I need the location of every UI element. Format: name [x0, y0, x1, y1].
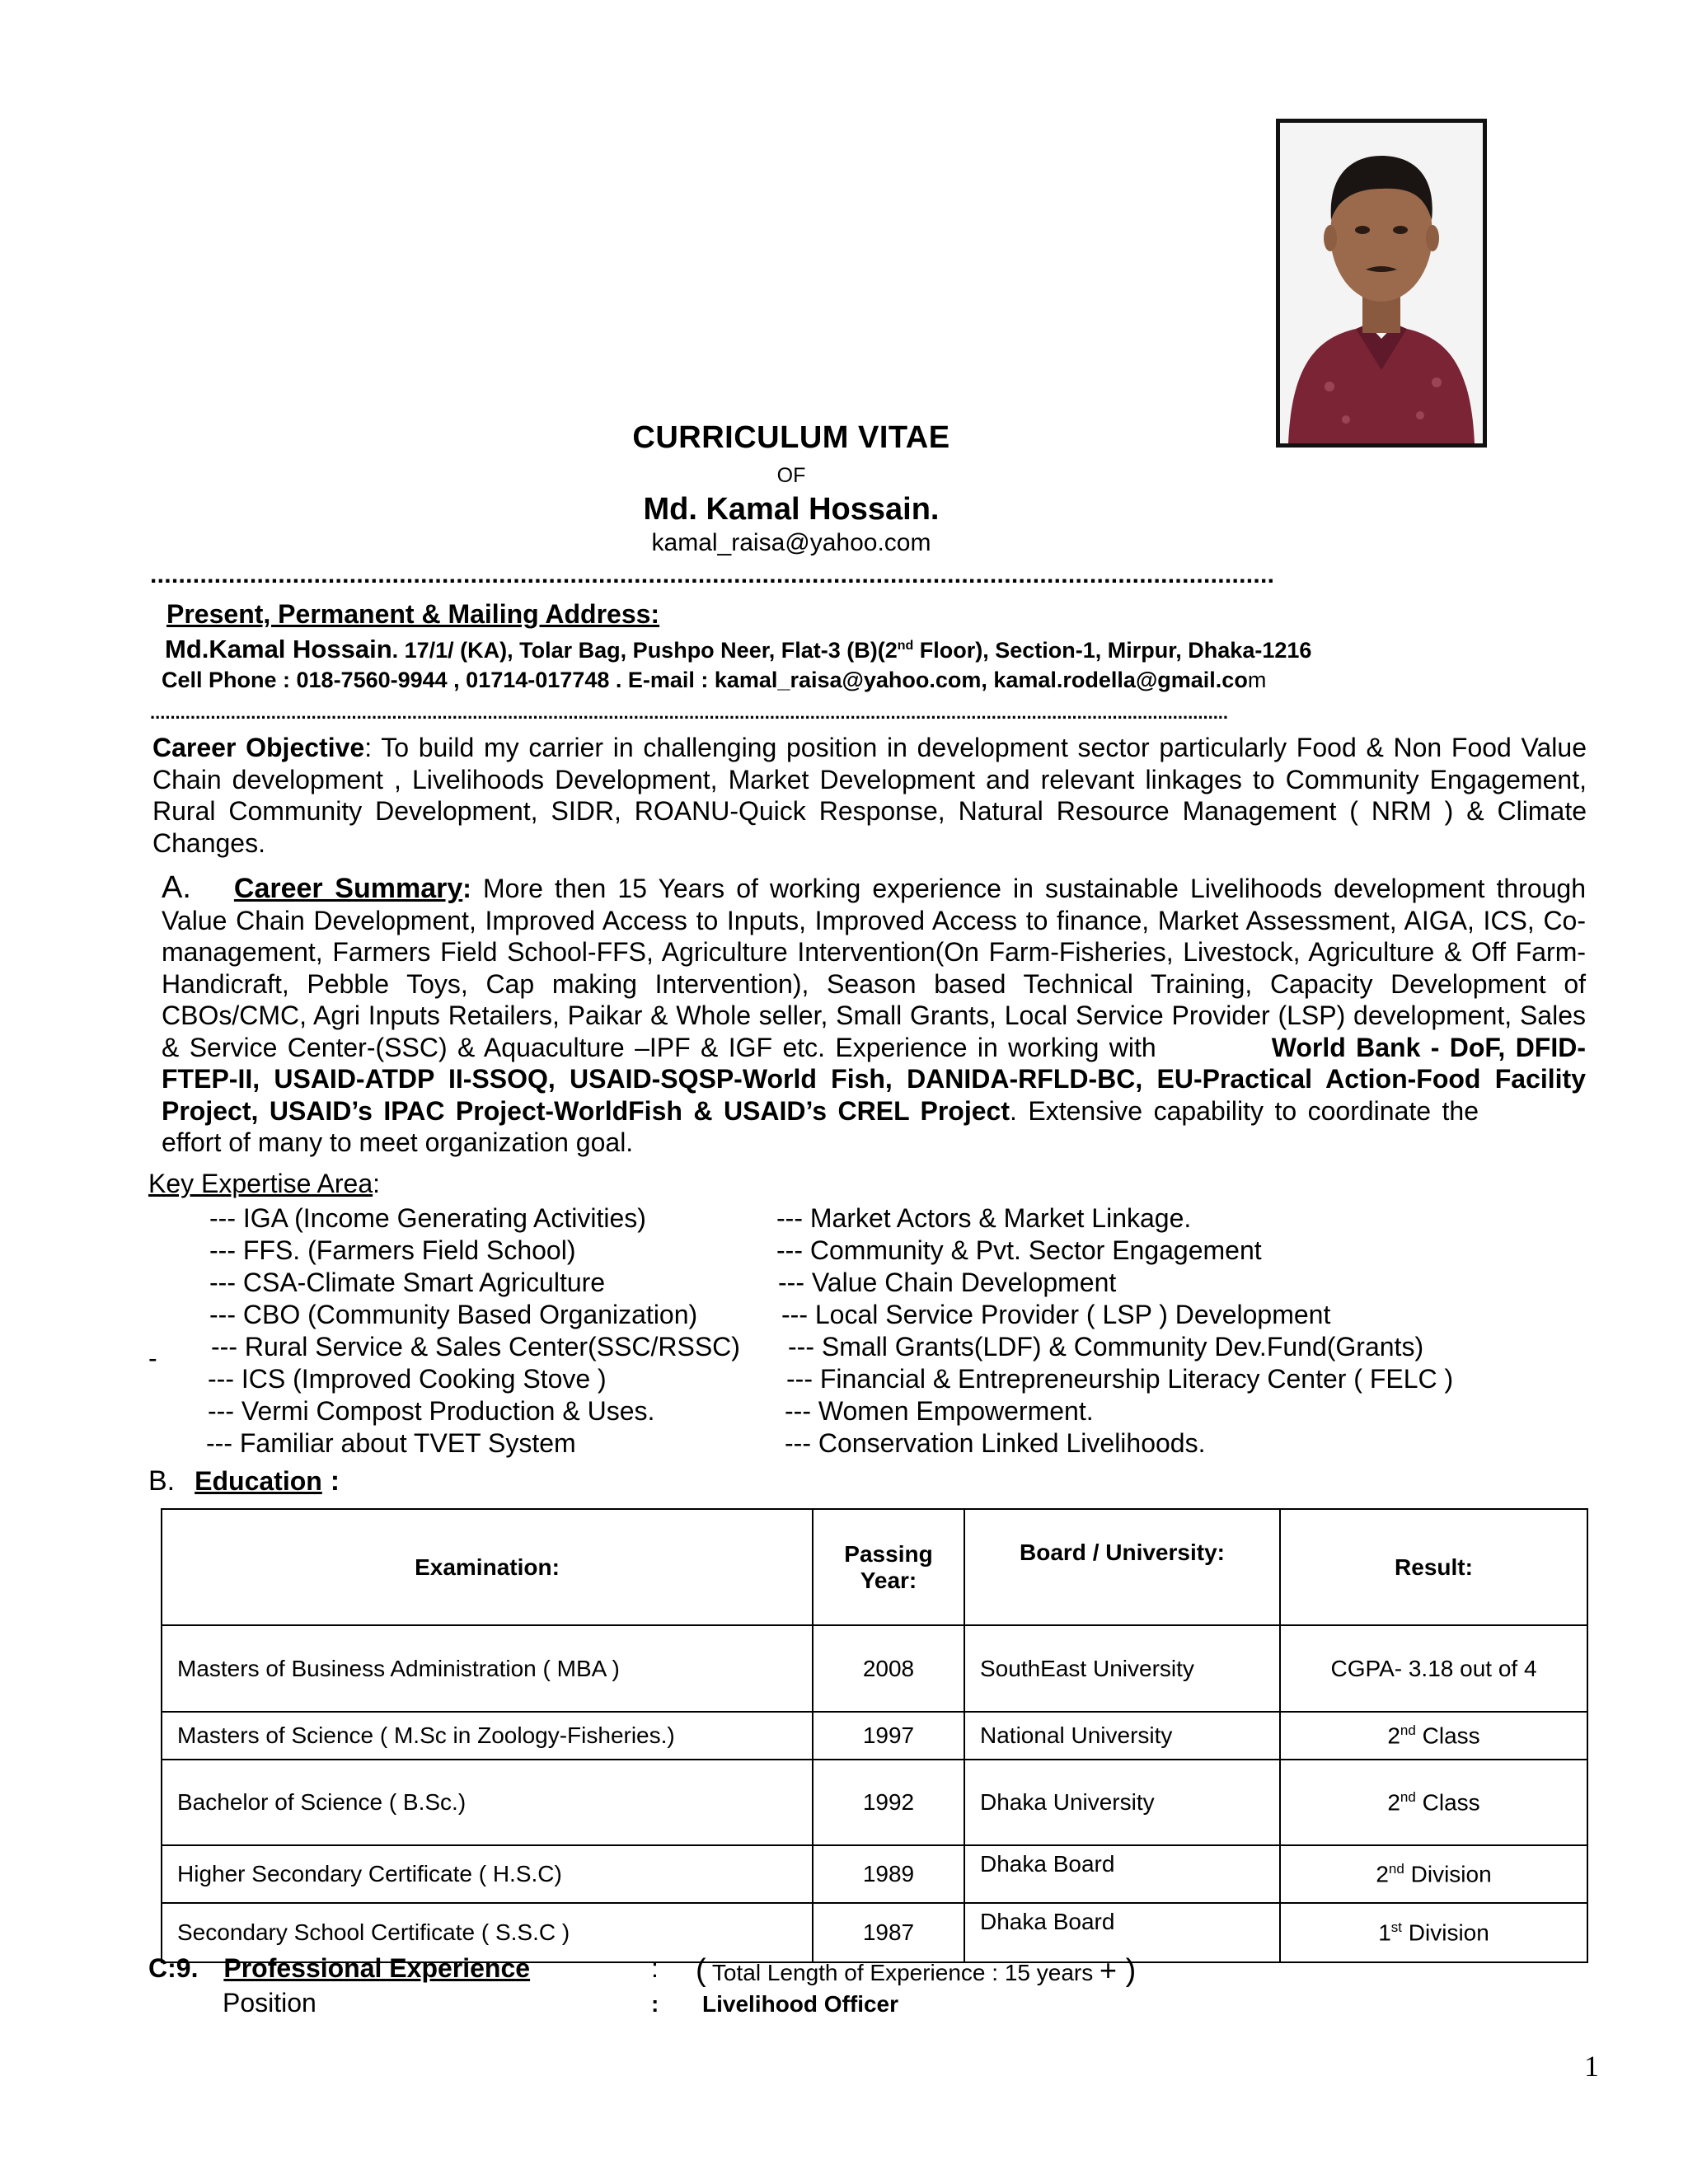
address-text: . 17/1/ (KA), Tolar Bag, Pushpo Neer, Flat-3 (B)(2	[392, 638, 898, 663]
cell-result	[1280, 1760, 1587, 1845]
cell-year: 1992	[813, 1760, 964, 1845]
expertise-right-item: --- Small Grants(LDF) & Community Dev.Fund(Grants)	[788, 1332, 1424, 1361]
cell-board: National University	[964, 1712, 1280, 1760]
cell-year: 1997	[813, 1712, 964, 1760]
dotted-divider: ..............................................................................................................................................................	[150, 567, 1275, 583]
result-value: 2	[1376, 1861, 1389, 1887]
cell-exam: Masters of Science ( M.Sc in Zoology-Fisheries.)	[162, 1712, 813, 1760]
cell-board: Dhaka University	[964, 1760, 1280, 1845]
address-heading: Present, Permanent & Mailing Address:	[166, 599, 660, 629]
position-label: Position	[223, 1988, 316, 2018]
career-summary-projects: World Bank - DoF, DFID-FTEP-II, USAID-ATDP II-SSOQ, USAID-SQSP-World Fish, DANIDA-RFLD-BC, EU-Practical Action-Food Facility Project, USAID’s IPAC Project-WorldFish & USAID’s CREL Project	[162, 1032, 1587, 1126]
cell-result	[1280, 1903, 1587, 1962]
position-colon: :	[651, 1991, 659, 2017]
table-row	[162, 1845, 1587, 1903]
cell-year: 1989	[813, 1845, 964, 1903]
table-row	[162, 1625, 1587, 1712]
cell-exam: Masters of Business Administration ( MBA )	[162, 1625, 813, 1712]
career-summary-label: Career Summary	[233, 873, 463, 904]
key-expertise-colon: :	[373, 1169, 381, 1198]
table-row	[162, 1712, 1587, 1760]
cell-board: Dhaka Board	[964, 1903, 1280, 1962]
expertise-left-item: --- Vermi Compost Production & Uses.	[208, 1396, 655, 1426]
address-line-1	[165, 635, 1311, 664]
col-result: Result:	[1280, 1509, 1587, 1625]
education-label: Education	[195, 1466, 322, 1496]
cell-year: 2008	[813, 1625, 964, 1712]
experience-plus: +	[1100, 1953, 1118, 1987]
key-expertise-heading	[148, 1169, 380, 1199]
career-summary-tail: . Extensive capability to coordinate the	[1010, 1095, 1479, 1126]
career-summary-tail-2: effort of many to meet organization goal.	[162, 1127, 634, 1157]
position-value: Livelihood Officer	[702, 1991, 899, 2017]
expertise-left-item: --- CSA-Climate Smart Agriculture	[209, 1268, 606, 1297]
dotted-divider-2: ......................................................................................................................................................................................................................	[150, 705, 1229, 721]
career-summary-text: More then 15 Years of working experience in sustainable Livelihoods development through Value Chain Development, Improved Access to Inputs, Improved Access to finance, Market Assessment, AIGA, ICS, Co-management, Farmers Field School-FFS, Agriculture Intervention(On Farm-Fisheries, Livestock, Agriculture & Off Farm-Handicraft, Pebble Toys, Cap making Intervention), Season based Technical Training, Capacity Development of CBOs/CMC, Agri Inputs Retailers, Paikar & Whole seller, Small Grants, Local Service Provider (LSP) development, Sales & Service Center-(SSC) & Aquaculture –IPF & IGF etc. Experience in working with	[162, 874, 1587, 1062]
cell-exam: Secondary School Certificate ( S.S.C )	[162, 1903, 813, 1962]
expertise-left-item: --- IGA (Income Generating Activities)	[209, 1203, 646, 1233]
result-sup: st	[1390, 1919, 1402, 1935]
cell-board: SouthEast University	[964, 1625, 1280, 1712]
expertise-right-item: --- Local Service Provider ( LSP ) Development	[781, 1300, 1331, 1329]
cell-exam: Bachelor of Science ( B.Sc.)	[162, 1760, 813, 1845]
result-tail: Division	[1402, 1919, 1489, 1946]
section-b: B.	[148, 1465, 176, 1497]
address-name: Md.Kamal Hossain	[165, 635, 392, 663]
experience-paren-close: )	[1117, 1953, 1137, 1988]
education-table	[161, 1508, 1588, 1963]
experience-label: Professional Experience	[223, 1953, 531, 1983]
cv-name: Md. Kamal Hossain.	[643, 492, 940, 527]
result-value: 2	[1387, 1722, 1400, 1749]
contact-text-end: m	[1247, 668, 1267, 692]
page-number: 1	[1584, 2050, 1599, 2083]
result-value: 2	[1387, 1789, 1400, 1816]
col-board: Board / University:	[964, 1509, 1280, 1625]
career-objective-text: : To build my carrier in challenging position in development sector particularly Food & Non Food Value Chain development , Livelihoods Development, Market Development and relevant linkages to Community Engagement, Rural Community Development, SIDR, ROANU-Quick Response, Natural Resource Management ( NRM ) & Climate Changes.	[152, 733, 1587, 858]
expertise-right-item: --- Community & Pvt. Sector Engagement	[776, 1235, 1262, 1265]
cv-title: CURRICULUM VITAE	[632, 420, 950, 455]
result-sup: nd	[1400, 1788, 1416, 1805]
address-line-2	[162, 668, 1266, 693]
expertise-left-item: --- Rural Service & Sales Center(SSC/RSSC)	[211, 1332, 740, 1361]
result-tail: Class	[1415, 1722, 1480, 1749]
expertise-right-item: --- Market Actors & Market Linkage.	[776, 1203, 1192, 1233]
portrait-photo-icon	[1280, 123, 1483, 443]
cell-board: Dhaka Board	[964, 1845, 1280, 1903]
table-header-row	[162, 1509, 1587, 1625]
position-row	[223, 1988, 899, 2018]
cell-result	[1280, 1625, 1587, 1712]
career-objective	[152, 732, 1587, 859]
result-sup: nd	[1400, 1722, 1416, 1738]
stray-dash: -	[148, 1343, 157, 1373]
section-c9: C:9.	[148, 1953, 199, 1983]
experience-colon: :	[651, 1953, 659, 1983]
career-objective-label: Career Objective	[152, 733, 365, 762]
cv-of: OF	[776, 464, 806, 487]
col-passing-year: Passing Year:	[813, 1509, 964, 1625]
expertise-left-item: --- CBO (Community Based Organization)	[209, 1300, 698, 1329]
expertise-right-item: --- Value Chain Development	[778, 1268, 1117, 1297]
key-expertise-label: Key Expertise Area	[148, 1169, 373, 1198]
expertise-right-item: --- Financial & Entrepreneurship Literacy Center ( FELC )	[786, 1364, 1454, 1394]
result-value: 1	[1378, 1919, 1391, 1946]
education-heading	[148, 1465, 340, 1497]
cv-email: kamal_raisa@yahoo.com	[651, 529, 931, 556]
cell-exam: Higher Secondary Certificate ( H.S.C)	[162, 1845, 813, 1903]
result-sup: nd	[1388, 1860, 1404, 1877]
result-value: CGPA- 3.18 out of 4	[1330, 1655, 1537, 1681]
profile-photo	[1276, 119, 1487, 448]
col-examination: Examination:	[162, 1509, 813, 1625]
experience-paren-open: (	[696, 1953, 706, 1988]
expertise-left-item: --- Familiar about TVET System	[206, 1428, 576, 1458]
contact-text: Cell Phone : 018-7560-9944 , 01714-017748 . E-mail : kamal_raisa@yahoo.com, kamal.rodella@gmail.co	[162, 668, 1248, 692]
expertise-right-item: --- Conservation Linked Livelihoods.	[785, 1428, 1206, 1458]
expertise-left-item: --- ICS (Improved Cooking Stove )	[208, 1364, 607, 1394]
cell-result	[1280, 1712, 1587, 1760]
cell-result	[1280, 1845, 1587, 1903]
address-text-end: Floor), Section-1, Mirpur, Dhaka-1216	[913, 638, 1312, 663]
experience-total-text: Total Length of Experience : 15 years	[706, 1960, 1100, 1985]
education-colon: :	[330, 1465, 340, 1497]
experience-total	[696, 1953, 1136, 1989]
expertise-right-item: --- Women Empowerment.	[785, 1396, 1094, 1426]
experience-heading	[148, 1953, 1137, 1988]
result-tail: Class	[1415, 1789, 1480, 1816]
career-summary-colon: :	[462, 874, 471, 903]
cell-year: 1987	[813, 1903, 964, 1962]
career-summary	[162, 872, 1586, 1159]
expertise-left-item: --- FFS. (Farmers Field School)	[209, 1235, 576, 1265]
result-tail: Division	[1404, 1861, 1492, 1887]
table-row	[162, 1760, 1587, 1845]
address-sup: nd	[897, 639, 914, 653]
section-a: A.	[162, 870, 191, 905]
